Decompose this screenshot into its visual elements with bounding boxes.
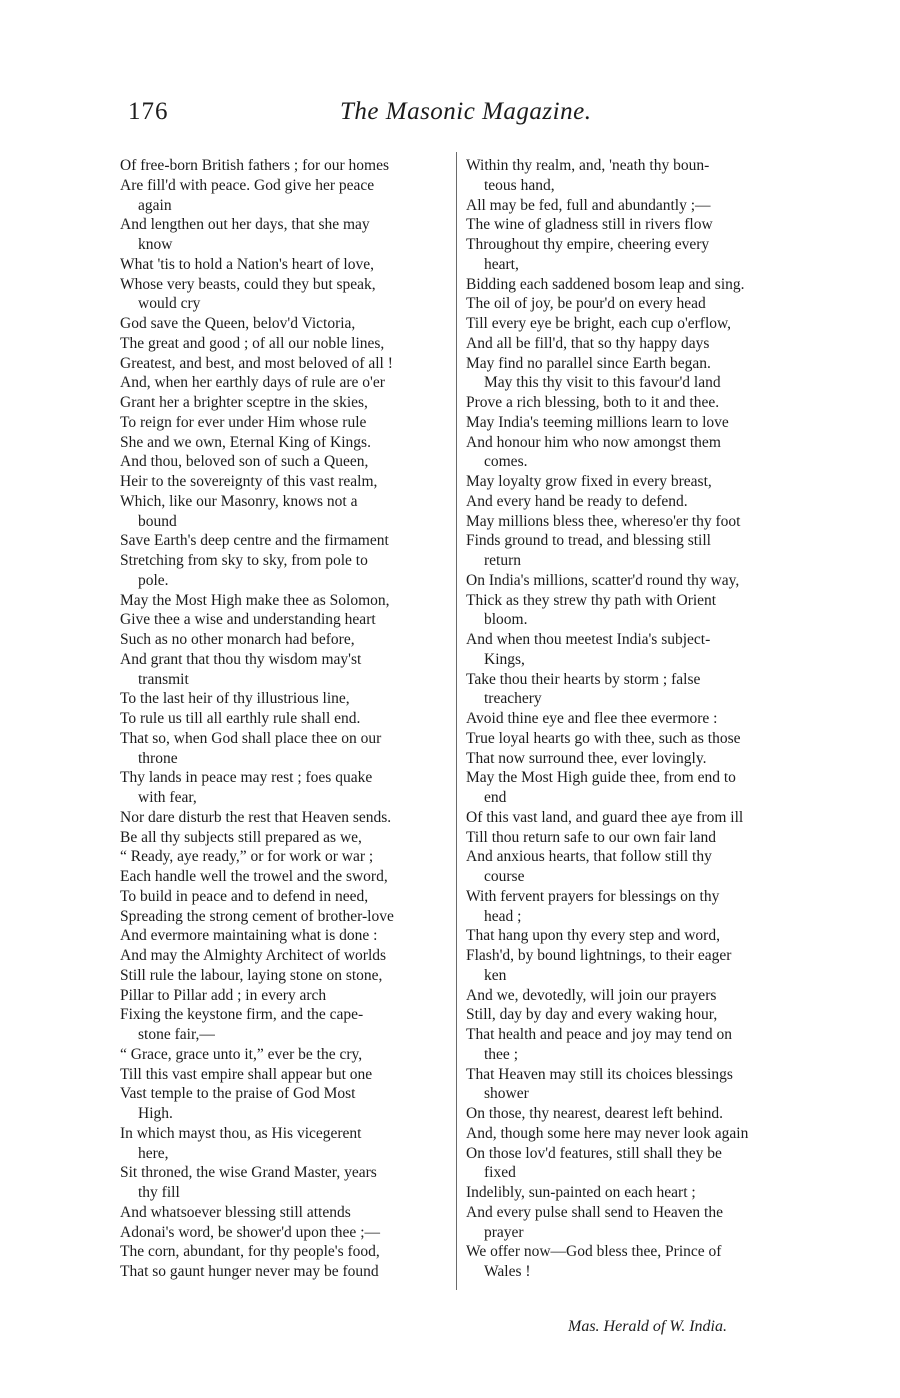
poem-line: What 'tis to hold a Nation's heart of love, <box>120 255 374 273</box>
poem-line: Still rule the labour, laying stone on stone, <box>120 966 383 984</box>
poem-line: Bidding each saddened bosom leap and sing. <box>466 275 745 293</box>
poem-line: May the Most High guide thee, from end to <box>466 769 736 787</box>
poem-line: Till this vast empire shall appear but one <box>120 1065 373 1083</box>
poem-line: Be all thy subjects still prepared as we, <box>120 828 362 846</box>
poem-line: throne <box>138 749 178 767</box>
poem-line: That health and peace and joy may tend on <box>466 1026 732 1043</box>
poem-line: Of free-born British fathers ; for our homes <box>120 157 390 174</box>
poem-line: Take thou their hearts by storm ; false <box>466 670 701 688</box>
right-column <box>466 156 792 1282</box>
poem-line: With fervent prayers for blessings on thy <box>466 887 720 905</box>
poem-line: thy fill <box>138 1184 180 1201</box>
poem-line: Nor dare disturb the rest that Heaven sends. <box>120 808 392 826</box>
poem-line: Save Earth's deep centre and the firmament <box>120 532 389 550</box>
left-column <box>120 156 446 1282</box>
poem-line: And evermore maintaining what is done : <box>120 927 378 945</box>
poem-line: Vast temple to the praise of God Most <box>120 1085 356 1103</box>
poem-line: And every pulse shall send to Heaven the <box>466 1203 723 1221</box>
poem-line: That so gaunt hunger never may be found <box>120 1263 379 1280</box>
poem-line: And all be fill'd, that so thy happy days <box>466 334 710 352</box>
poem-line: Thy lands in peace may rest ; foes quake <box>120 769 373 787</box>
poem-line: And every hand be ready to defend. <box>466 492 688 510</box>
poem-line: Thick as they strew thy path with Orient <box>466 591 717 609</box>
poem-line: And thou, beloved son of such a Queen, <box>120 453 369 471</box>
poem-line: On India's millions, scatter'd round thy way, <box>466 571 740 589</box>
poem-line: “ Ready, aye ready,” or for work or war ; <box>120 848 374 866</box>
poem-line: Greatest, and best, and most beloved of all ! <box>120 354 393 372</box>
poem-line: bound <box>138 512 177 530</box>
poem-line: In which mayst thou, as His vicegerent <box>120 1124 362 1142</box>
poem-line: heart, <box>484 255 519 273</box>
poem-line: Till every eye be bright, each cup o'erflow, <box>466 315 732 332</box>
poem-line: stone fair,— <box>138 1026 215 1043</box>
poem-line: The wine of gladness still in rivers flow <box>466 216 713 234</box>
poem-line: On those, thy nearest, dearest left behind. <box>466 1105 723 1122</box>
poem-line: shower <box>484 1085 529 1103</box>
poem-line: Such as no other monarch had before, <box>120 631 355 648</box>
poem-line: May this thy visit to this favour'd land <box>484 374 721 392</box>
poem-line: The oil of joy, be pour'd on every head <box>466 295 706 313</box>
poem-line: Kings, <box>484 650 525 668</box>
poem-line: Till thou return safe to our own fair land <box>466 828 716 846</box>
poem-line: The great and good ; of all our noble lines, <box>120 334 385 352</box>
poem-line: On those lov'd features, still shall they be <box>466 1144 722 1162</box>
poem-line: transmit <box>138 670 189 688</box>
poem-line: The corn, abundant, for thy people's food, <box>120 1243 380 1261</box>
poem-line: head ; <box>484 907 522 925</box>
poem-line: To build in peace and to defend in need, <box>120 887 369 905</box>
running-title: The Masonic Magazine. <box>340 98 592 125</box>
poem-line: Spreading the strong cement of brother-love <box>120 907 394 925</box>
poem-line: May find no parallel since Earth began. <box>466 354 711 372</box>
poem-line: God save the Queen, belov'd Victoria, <box>120 315 356 332</box>
poem-line: We offer now—God bless thee, Prince of <box>466 1243 722 1261</box>
poem-line: And honour him who now amongst them <box>466 433 721 451</box>
poem-line: May millions bless thee, whereso'er thy foot <box>466 512 741 530</box>
poem-line: Heir to the sovereignty of this vast realm, <box>120 473 378 490</box>
poem-line: That hang upon thy every step and word, <box>466 927 720 945</box>
poem-line: Flash'd, by bound lightnings, to their eager <box>466 947 732 964</box>
poem-line: know <box>138 236 173 253</box>
poem-line: fixed <box>484 1164 516 1182</box>
poem-line: Whose very beasts, could they but speak, <box>120 275 376 293</box>
poem-line: Which, like our Masonry, knows not a <box>120 492 358 510</box>
poem-line: bloom. <box>484 611 528 629</box>
poem-line: And may the Almighty Architect of worlds <box>120 947 387 964</box>
poem-line: would cry <box>138 295 201 313</box>
poem-line: teous hand, <box>484 176 555 194</box>
poem-line: here, <box>138 1144 169 1162</box>
poem-line: Finds ground to tread, and blessing still <box>466 532 711 550</box>
poem-line: True loyal hearts go with thee, such as those <box>466 729 741 747</box>
poem-line: And anxious hearts, that follow still thy <box>466 848 712 866</box>
poem-line: ken <box>484 966 507 984</box>
poem-line: treachery <box>484 690 542 708</box>
poem-line: And lengthen out her days, that she may <box>120 216 370 234</box>
poem-line: comes. <box>484 453 528 471</box>
poem-line: And, when her earthly days of rule are o'er <box>120 374 385 392</box>
poem-line: To reign for ever under Him whose rule <box>120 413 367 431</box>
poem-line: Grant her a brighter sceptre in the skies, <box>120 394 368 411</box>
poem-line: To rule us till all earthly rule shall end. <box>120 710 361 727</box>
poem-line: And we, devotedly, will join our prayers <box>466 986 717 1004</box>
column-divider <box>456 152 457 1290</box>
poem-line: end <box>484 789 507 806</box>
poem-line: That so, when God shall place thee on our <box>120 729 382 747</box>
poem-line: And grant that thou thy wisdom may'st <box>120 650 362 668</box>
poem-line: Indelibly, sun-painted on each heart ; <box>466 1184 696 1201</box>
poem-line: Give thee a wise and understanding heart <box>120 611 376 629</box>
poem-line: Of this vast land, and guard thee aye from ill <box>466 808 744 826</box>
poem-line: Still, day by day and every waking hour, <box>466 1006 718 1024</box>
poem-line: Prove a rich blessing, both to it and thee. <box>466 394 720 411</box>
poem-line: That Heaven may still its choices blessings <box>466 1065 733 1083</box>
poem-line: And when thou meetest India's subject- <box>466 631 711 648</box>
poem-line: thee ; <box>484 1045 518 1063</box>
poem-line: High. <box>138 1105 173 1122</box>
poem-line: Each handle well the trowel and the sword, <box>120 868 388 885</box>
poem-line: “ Grace, grace unto it,” ever be the cry, <box>120 1045 363 1063</box>
poem-line: Stretching from sky to sky, from pole to <box>120 552 368 569</box>
poem-line: She and we own, Eternal King of Kings. <box>120 433 371 451</box>
page-number: 176 <box>128 98 169 125</box>
poem-line: May loyalty grow fixed in every breast, <box>466 473 712 490</box>
poem-line: That now surround thee, ever lovingly. <box>466 749 707 767</box>
poem-line: May India's teeming millions learn to love <box>466 413 729 431</box>
poem-line: Sit throned, the wise Grand Master, years <box>120 1164 377 1182</box>
poem-line: All may be fed, full and abundantly ;— <box>466 196 711 214</box>
poem-line: return <box>484 552 522 569</box>
poem-line: again <box>138 196 172 214</box>
poem-line: And whatsoever blessing still attends <box>120 1203 351 1221</box>
poem-line: prayer <box>484 1223 524 1241</box>
poem-line: Fixing the keystone firm, and the cape- <box>120 1006 364 1024</box>
poem-line: May the Most High make thee as Solomon, <box>120 591 390 609</box>
poem-line: And, though some here may never look again <box>466 1124 749 1142</box>
poem-line: course <box>484 868 525 885</box>
poem-line: Pillar to Pillar add ; in every arch <box>120 986 327 1004</box>
signature: Mas. Herald of W. India. <box>568 1318 727 1335</box>
poem-line: Adonai's word, be shower'd upon thee ;— <box>120 1223 380 1241</box>
poem-line: Throughout thy empire, cheering every <box>466 236 710 253</box>
poem-line: Avoid thine eye and flee thee evermore : <box>466 710 718 727</box>
poem-line: with fear, <box>138 789 197 806</box>
poem-line: Are fill'd with peace. God give her peace <box>120 176 375 194</box>
poem-line: To the last heir of thy illustrious line, <box>120 690 350 708</box>
poem-line: pole. <box>138 571 169 589</box>
poem-line: Within thy realm, and, 'neath thy boun- <box>466 157 710 174</box>
poem-line: Wales ! <box>484 1263 531 1280</box>
